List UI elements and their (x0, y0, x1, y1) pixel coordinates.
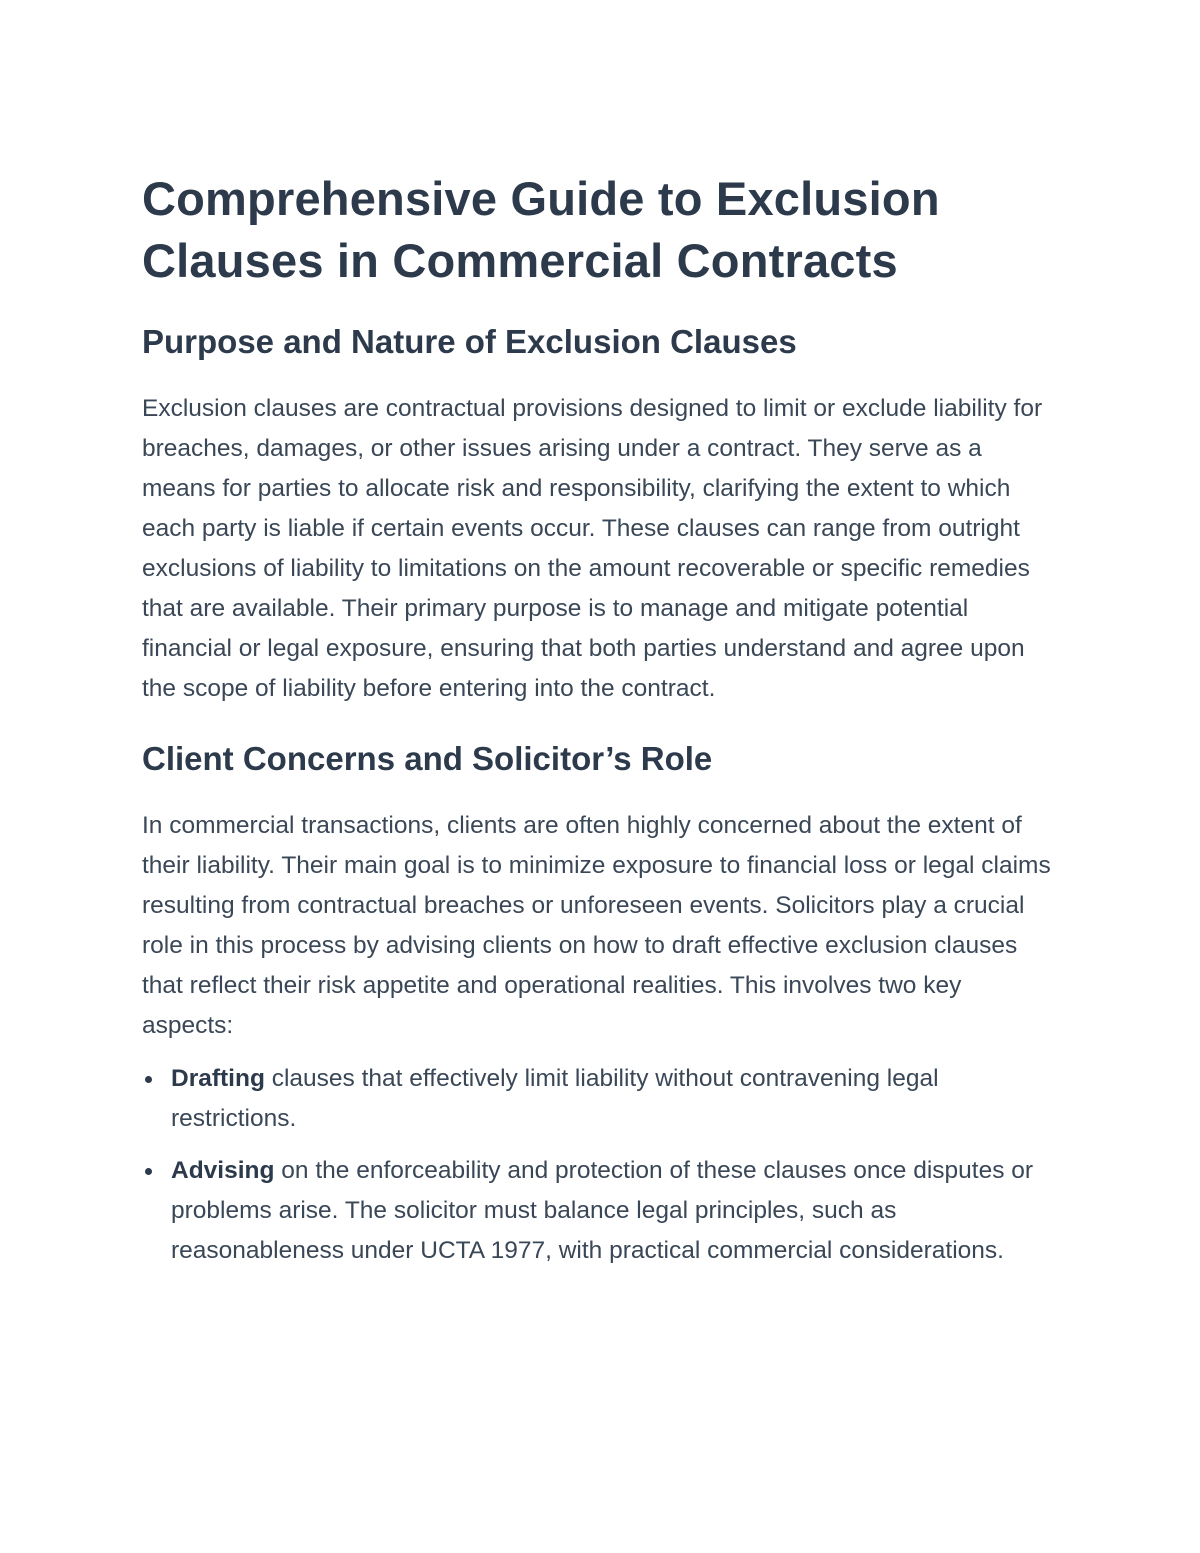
list-item-text: on the enforceability and protection of these clauses once disputes or problems arise. The solicitor must balance legal principles, such as reasonableness under UCTA 1977, with practical commercial considerations. (171, 1157, 1034, 1264)
list-item-text: clauses that effectively limit liability without contravening legal restrictions. (171, 1065, 939, 1132)
document-title: Comprehensive Guide to Exclusion Clauses in Commercial Contracts (142, 172, 940, 287)
section-heading-client-concerns: Client Concerns and Solicitor’s Role (142, 740, 713, 777)
section-heading-purpose: Purpose and Nature of Exclusion Clauses (142, 323, 797, 360)
bullet-dot-icon (145, 1076, 152, 1083)
list-item-bold: Drafting (171, 1065, 265, 1092)
section-paragraph-purpose: Exclusion clauses are contractual provisions designed to limit or exclude liability for breaches, damages, or other issues arising under a contract. They serve as a means for parties to allocate risk and responsibility, clarifying the extent to which each party is liable if certain events occur. These clauses can range from outright exclusions of liability to limitations on the amount recoverable or specific remedies that are available. Their primary purpose is to manage and mitigate potential financial or legal exposure, ensuring that both parties understand and agree upon the scope of liability before entering into the contract. (142, 395, 1043, 702)
section-paragraph-client-concerns: In commercial transactions, clients are often highly concerned about the extent of their liability. Their main goal is to minimize exposure to financial loss or legal claims resulting from contractual breaches or unforeseen events. Solicitors play a crucial role in this process by advising clients on how to draft effective exclusion clauses that reflect their risk appetite and operational realities. This involves two key aspects: (142, 812, 1051, 1039)
list-item (142, 1059, 1052, 1139)
bullet-list (142, 1059, 1052, 1271)
list-item (142, 1151, 1052, 1271)
bullet-dot-icon (145, 1168, 152, 1175)
list-item-bold: Advising (171, 1157, 275, 1184)
